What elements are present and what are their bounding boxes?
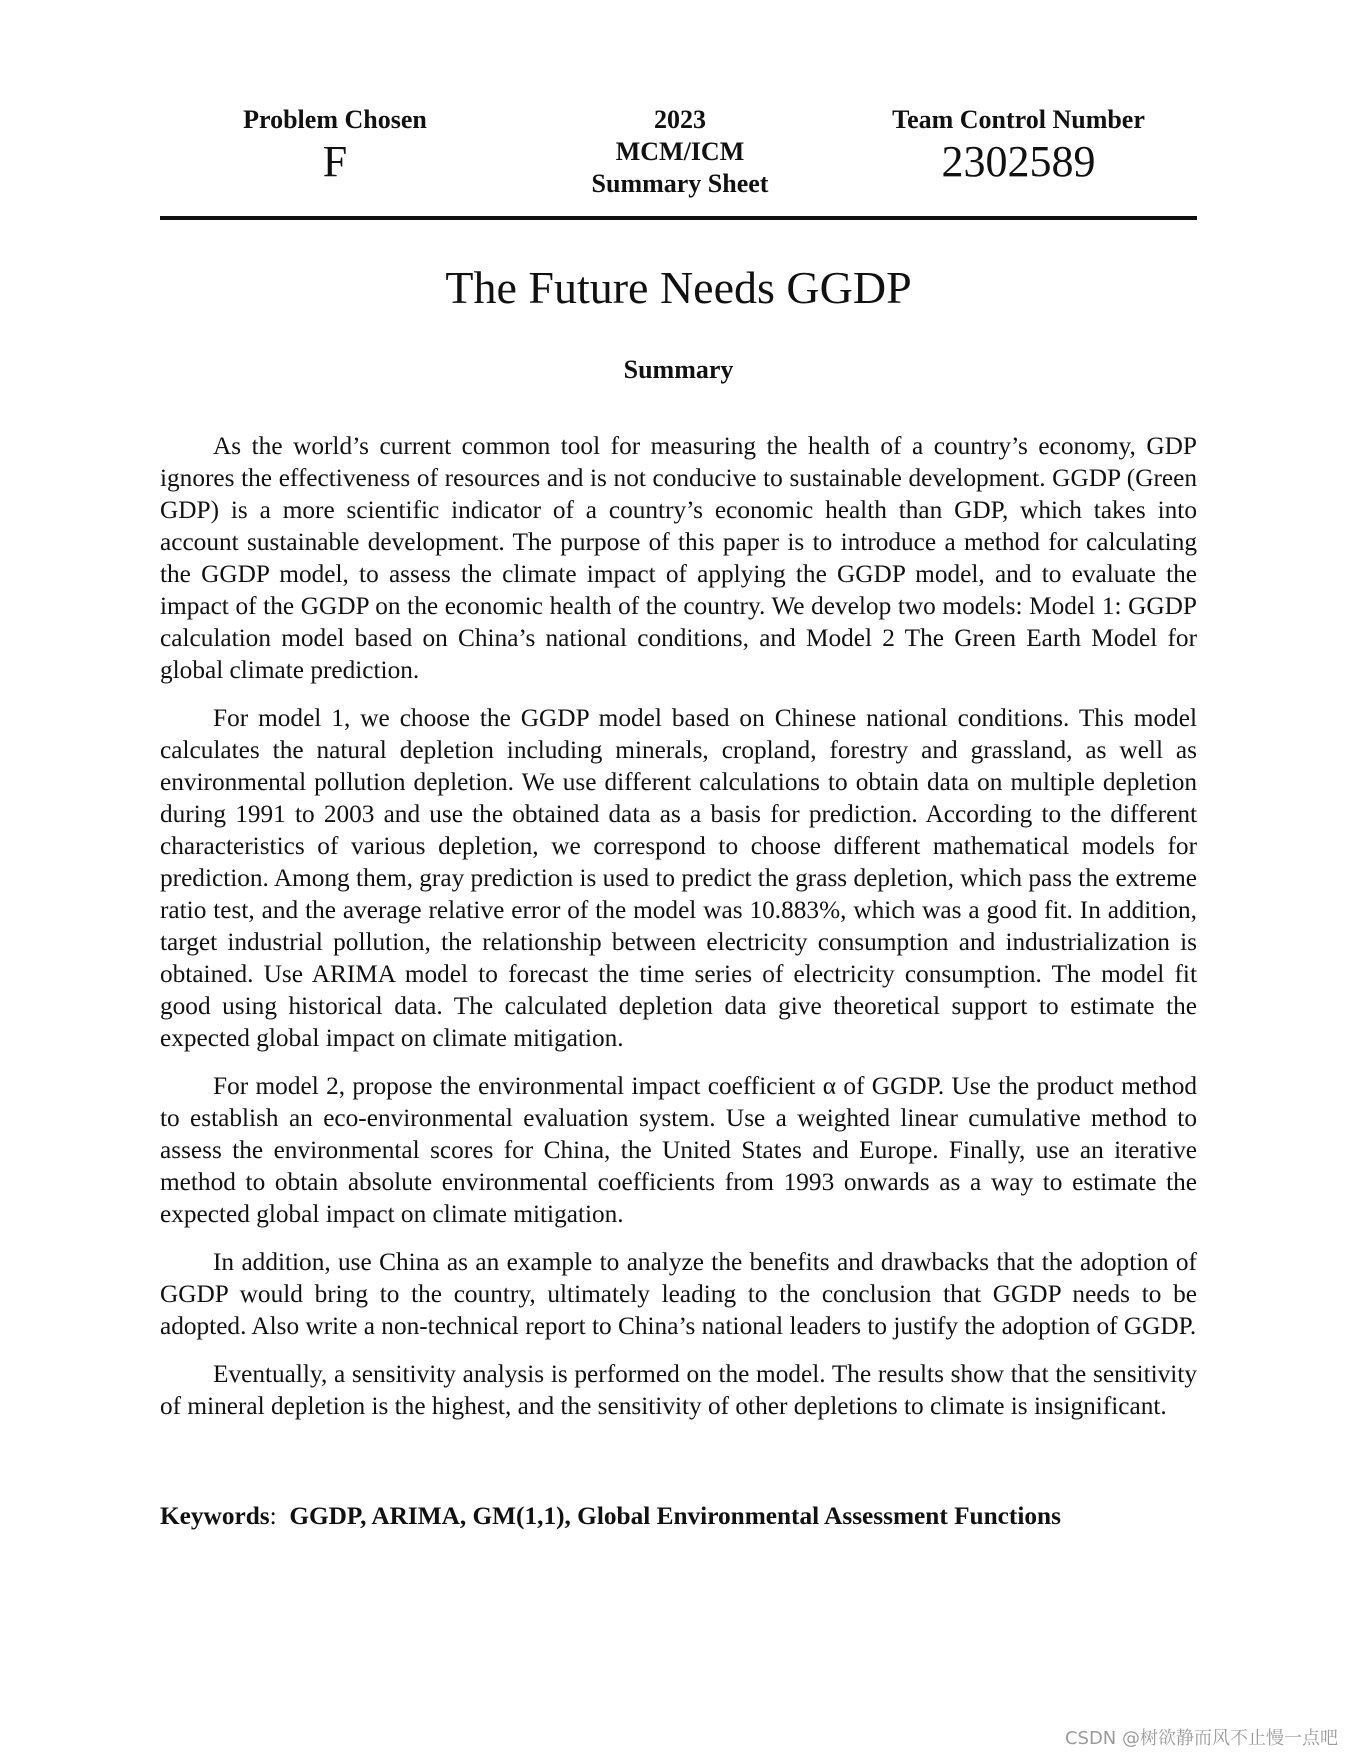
team-control-value: 2302589: [941, 137, 1096, 186]
problem-chosen-block: [160, 104, 510, 186]
keywords-label: Keywords: [160, 1502, 270, 1530]
keywords-line: [160, 1500, 1197, 1532]
keywords-separator: :: [269, 1502, 277, 1530]
header-divider: [160, 216, 1197, 220]
summary-heading: Summary: [623, 355, 734, 384]
sheet-name: Summary Sheet: [591, 169, 769, 198]
contest-year: 2023: [654, 105, 706, 134]
contest-block: [520, 104, 840, 200]
problem-chosen-label: Problem Chosen: [243, 105, 427, 134]
paragraph-model-2: For model 2, propose the environmental impact coefficient α of GGDP. Use the product method to establish an eco-environmental evaluation system. Use a weighted linear cumulative method to assess the environmental scores for China, the United States and Europe. Finally, use an iterative method to obtain absolute environmental coefficients from 1993 onwards as a way to estimate the expected global impact on climate mitigation.: [160, 1072, 1197, 1228]
csdn-watermark: CSDN @树欲静而风不止慢一点吧: [1064, 1728, 1338, 1749]
keywords-value: GGDP, ARIMA, GM(1,1), Global Environmental Assessment Functions: [289, 1502, 1061, 1530]
problem-chosen-value: F: [322, 137, 348, 186]
paragraph-intro: As the world’s current common tool for measuring the health of a country’s economy, GDP ignores the effectiveness of resources and is not conducive to sustainable development. GGDP (Green GDP) is a more scientific indicator of a country’s economic health than GDP, which takes into account sustainable development. The purpose of this paper is to introduce a method for calculating the GGDP model, to assess the climate impact of applying the GGDP model, and to evaluate the impact of the GGDP on the economic health of the country. We develop two models: Model 1: GGDP calculation model based on China’s national conditions, and Model 2 The Green Earth Model for global climate prediction.: [160, 432, 1197, 684]
summary-body: [160, 430, 1197, 1438]
paragraph-sensitivity: Eventually, a sensitivity analysis is performed on the model. The results show that the sensitivity of mineral depletion is the highest, and the sensitivity of other depletions to climate is insignificant.: [160, 1360, 1197, 1420]
contest-name: MCM/ICM: [615, 137, 745, 166]
team-control-block: [840, 104, 1197, 186]
team-control-label: Team Control Number: [892, 105, 1145, 134]
paragraph-model-1: For model 1, we choose the GGDP model based on Chinese national conditions. This model calculates the natural depletion including minerals, cropland, forestry and grassland, as well as environmental pollution depletion. We use different calculations to obtain data on multiple depletion during 1991 to 2003 and use the obtained data as a basis for prediction. According to the different characteristics of various depletion, we correspond to choose different mathematical models for prediction. Among them, gray prediction is used to predict the grass depletion, which pass the extreme ratio test, and the average relative error of the model was 10.883%, which was a good fit. In addition, target industrial pollution, the relationship between electricity consumption and industrialization is obtained. Use ARIMA model to forecast the time series of electricity consumption. The model fit good using historical data. The calculated depletion data give theoretical support to estimate the expected global impact on climate mitigation.: [160, 704, 1197, 1052]
paragraph-china-example: In addition, use China as an example to analyze the benefits and drawbacks that the adoption of GGDP would bring to the country, ultimately leading to the conclusion that GGDP needs to be adopted. Also write a non-technical report to China’s national leaders to justify the adoption of GGDP.: [160, 1248, 1197, 1340]
summary-sheet-header: [160, 104, 1197, 200]
paper-title: The Future Needs GGDP: [445, 262, 912, 313]
